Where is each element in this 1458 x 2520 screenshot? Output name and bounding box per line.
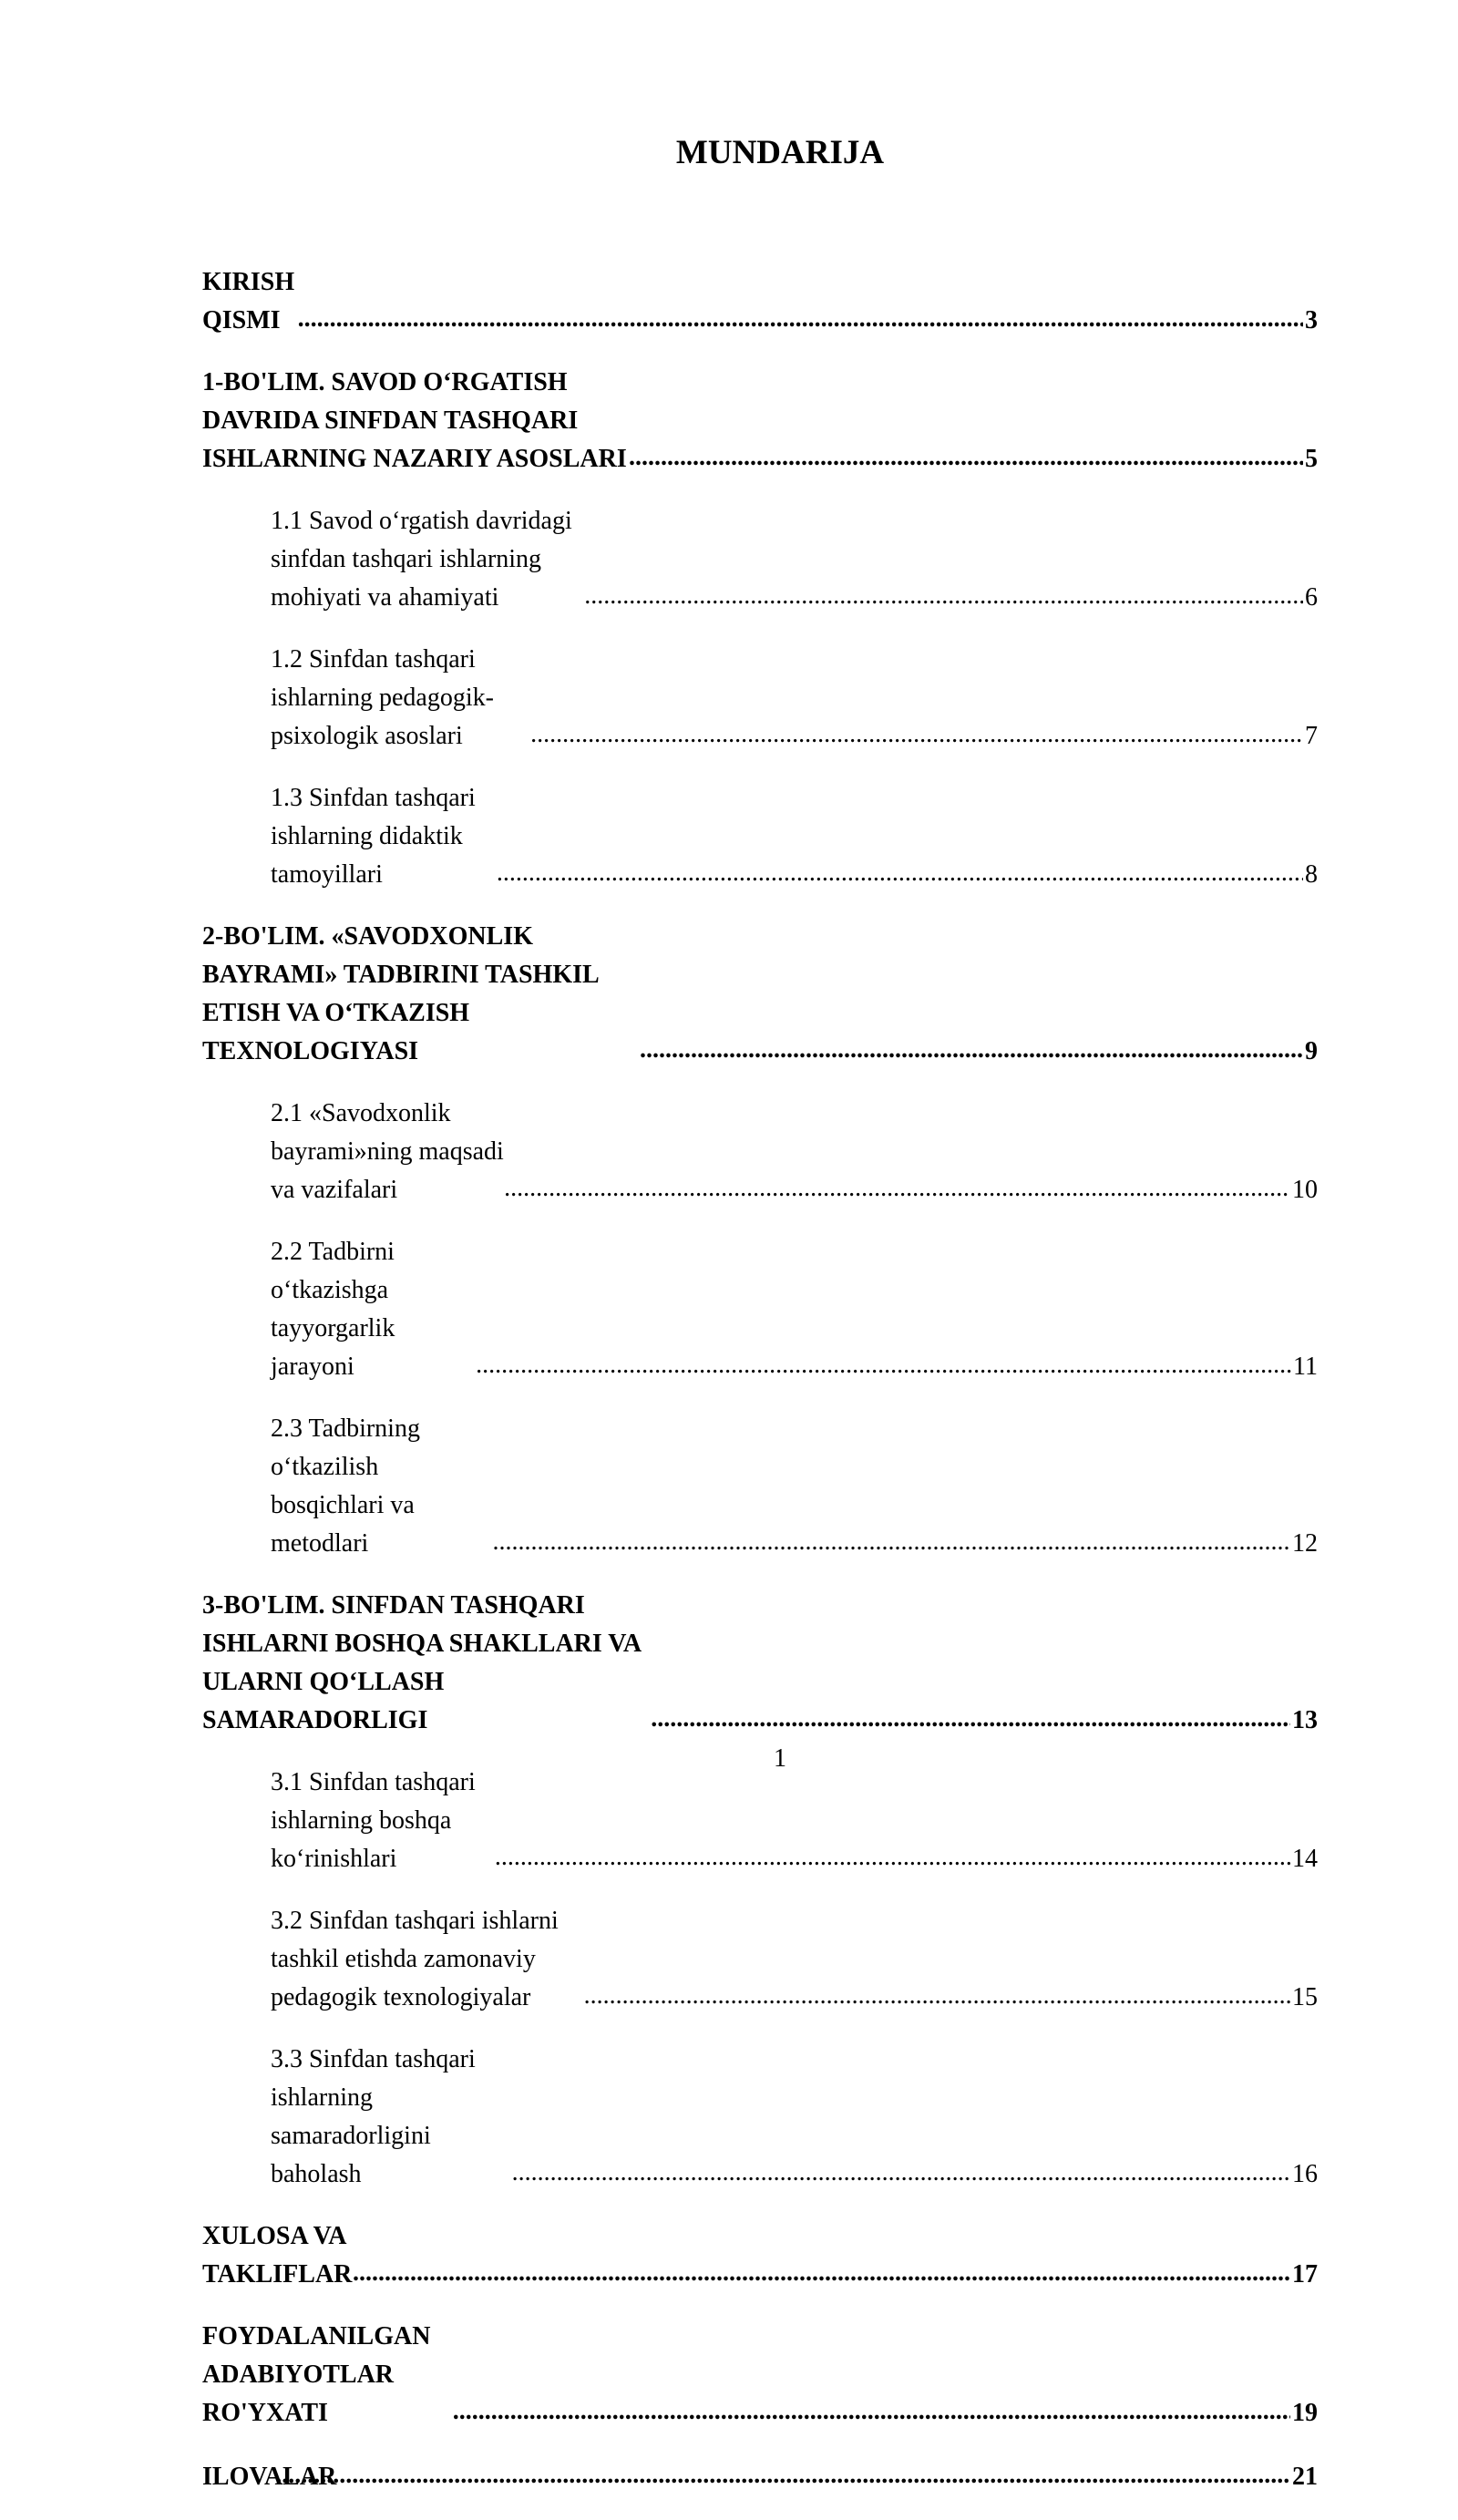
toc-page-number: 21 [1292,2463,1318,2491]
toc-page-number: 11 [1293,1353,1318,1381]
toc-entry-chapter-1[interactable] [202,364,1318,478]
toc-page-number: 19 [1292,2399,1318,2427]
toc-page-number: 7 [1305,722,1318,750]
toc-entry-text: XULOSA VA TAKLIFLAR [202,2222,353,2289]
toc-dot-leader [492,1523,1290,1563]
toc-page-number: 8 [1305,860,1318,889]
toc-entry-text: FOYDALANILGAN ADABIYOTLAR RO'YXATI [202,2322,431,2427]
toc-entry-text: 1.1 Savod o‘rgatish davridagi sinfdan tashqari ishlarning mohiyati va ahamiyati [271,507,572,612]
toc-entry-references[interactable] [202,2318,1318,2433]
toc-dot-leader [275,2456,1290,2496]
toc-entry-section-3-1[interactable] [271,1764,1318,1878]
toc-page-number: 10 [1292,1176,1318,1204]
toc-dot-leader [512,2154,1290,2194]
toc-dot-leader [353,2254,1290,2294]
toc-entry-text: 2.2 Tadbirni o‘tkazishga tayyorgarlik jarayoni [271,1238,395,1381]
toc-dot-leader [495,1838,1290,1878]
toc-entry-text: 3.1 Sinfdan tashqari ishlarning boshqa ko‘rinishlari [271,1768,476,1873]
toc-entry-chapter-2[interactable] [202,918,1318,1071]
toc-dot-leader [476,1346,1291,1386]
toc-page-number: 15 [1292,1983,1318,2011]
toc-page-number: 3 [1305,306,1318,334]
toc-entry-chapter-3[interactable] [202,1587,1318,1740]
toc-page-number: 17 [1292,2260,1318,2289]
toc-dot-leader [584,577,1303,617]
toc-entry-section-1-3[interactable] [271,779,1318,894]
toc-entry-section-3-2[interactable] [271,1902,1318,2017]
toc-dot-leader [584,1977,1290,2017]
toc-entry-section-2-3[interactable] [271,1410,1318,1563]
toc-entry-text: 2.3 Tadbirning o‘tkazilish bosqichlari va metodlari [271,1414,420,1558]
toc-entry-text: 3.2 Sinfdan tashqari ishlarni tashkil etishda zamonaviy pedagogik texnologiyalar [271,1907,559,2011]
page-title: MUNDARIJA [675,134,885,171]
toc-entry-appendices[interactable] [202,2456,1318,2496]
toc-dot-leader [629,438,1303,478]
toc-entry-text: 1.3 Sinfdan tashqari ishlarning didaktik tamoyillari [271,784,476,889]
toc-entry-section-2-1[interactable] [271,1095,1318,1209]
toc-page-number: 6 [1305,583,1318,612]
page-number: 1 [774,1744,786,1773]
toc-page-number: 5 [1305,445,1318,473]
toc-dot-leader [640,1031,1303,1071]
toc-entry-text: ILOVALAR [202,2463,337,2491]
toc-dot-leader [298,300,1303,340]
toc-entry-text: 3.3 Sinfdan tashqari ishlarning samaradorligini baholash [271,2045,476,2188]
toc-entry-text: 2-BO'LIM. «SAVODXONLIK BAYRAMI» TADBIRINI TASHKIL ETISH VA O‘TKAZISH TEXNOLOGIYASI [202,922,599,1065]
toc-entry-conclusion[interactable] [202,2217,1318,2294]
toc-entry-section-2-2[interactable] [271,1233,1318,1386]
toc-page-number: 14 [1292,1845,1318,1873]
toc-entry-introduction[interactable] [202,263,1318,340]
toc-entry-text: 1-BO'LIM. SAVOD O‘RGATISH DAVRIDA SINFDAN TASHQARI ISHLARNING NAZARIY ASOSLARI [202,368,627,473]
toc-dot-leader [651,1700,1290,1740]
toc-entry-text: 2.1 «Savodxonlik bayrami»ning maqsadi va vazifalari [271,1099,504,1204]
toc-entry-section-1-1[interactable] [271,502,1318,617]
toc-entry-section-3-3[interactable] [271,2041,1318,2194]
toc-page-number: 9 [1305,1037,1318,1065]
toc-entry-text: KIRISH QISMI [202,268,295,334]
toc-dot-leader [497,854,1303,894]
toc-dot-leader [453,2392,1290,2433]
table-of-contents [202,263,1318,2520]
toc-page-number: 16 [1292,2160,1318,2188]
toc-page-number: 13 [1292,1706,1318,1734]
toc-entry-text: 3-BO'LIM. SINFDAN TASHQARI ISHLARNI BOSHQA SHAKLLARI VA ULARNI QO‘LLASH SAMARADORLIGI [202,1591,641,1734]
toc-dot-leader [530,715,1303,756]
toc-dot-leader [504,1169,1290,1209]
toc-page-number: 12 [1292,1529,1318,1558]
toc-entry-text: 1.2 Sinfdan tashqari ishlarning pedagogik-psixologik asoslari [271,645,494,750]
toc-entry-section-1-2[interactable] [271,641,1318,756]
